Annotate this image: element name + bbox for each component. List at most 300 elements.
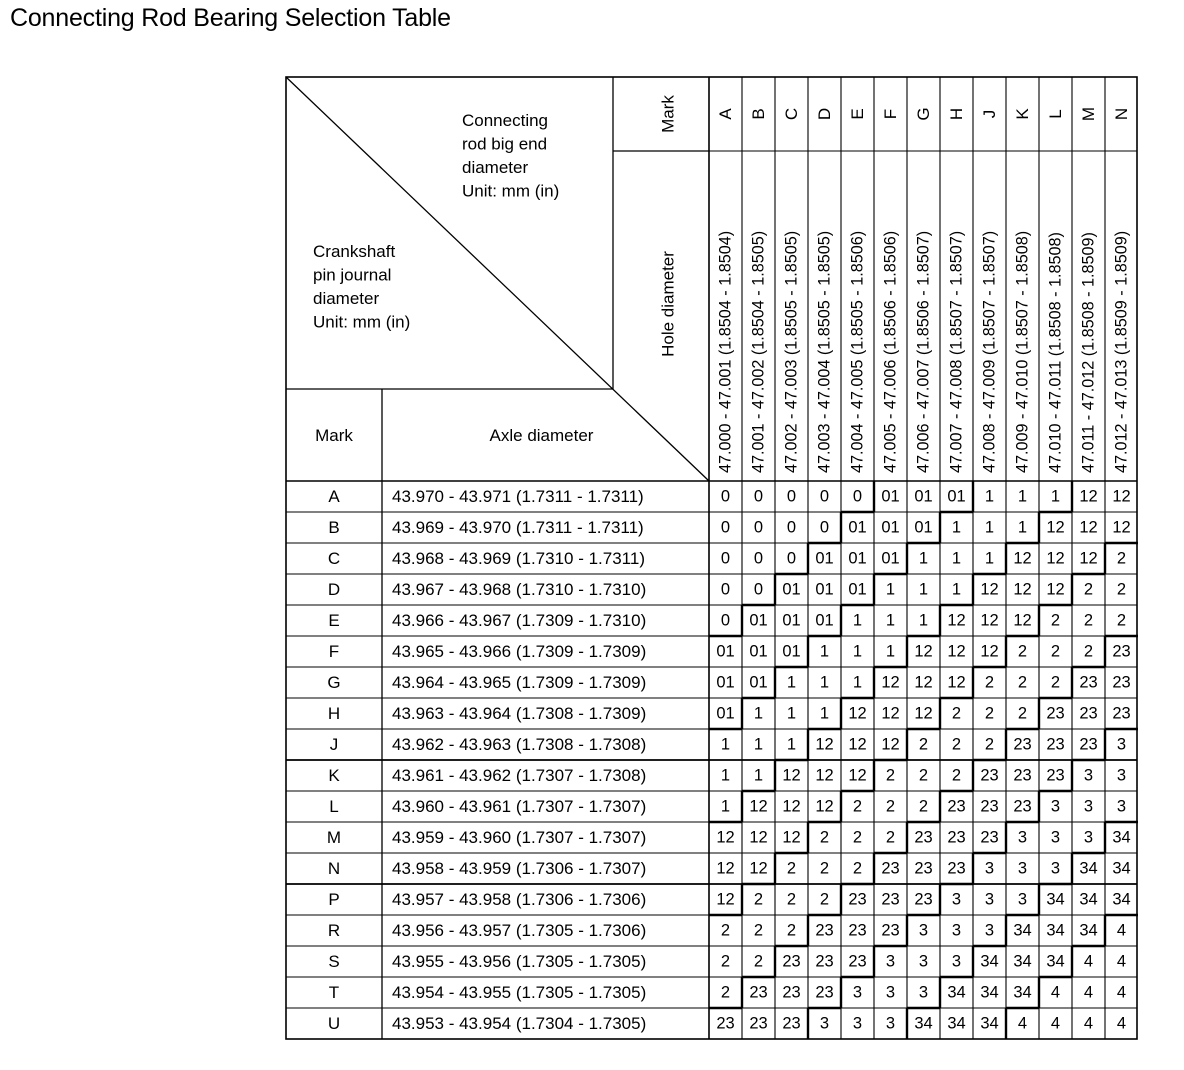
bearing-grade-cell: 23 xyxy=(947,859,966,878)
row-axle-diameter: 43.959 - 43.960 (1.7307 - 1.7307) xyxy=(392,828,647,847)
column-range: 47.007 - 47.008 (1.8507 - 1.8507) xyxy=(947,230,966,473)
bearing-grade-cell: 3 xyxy=(984,921,995,940)
bearing-grade-cell: 2 xyxy=(951,766,962,785)
bearing-grade-cell: 1 xyxy=(753,704,764,723)
column-mark: K xyxy=(1013,108,1032,120)
bearing-grade-cell: 23 xyxy=(1013,735,1032,754)
row-axle-diameter: 43.968 - 43.969 (1.7310 - 1.7311) xyxy=(392,549,645,568)
bearing-grade-cell: 0 xyxy=(753,549,764,568)
bearing-grade-cell: 3 xyxy=(1017,890,1028,909)
bearing-grade-cell: 12 xyxy=(980,642,999,661)
bearing-grade-cell: 3 xyxy=(1050,828,1061,847)
bearing-grade-cell: 01 xyxy=(716,673,735,692)
bearing-grade-cell: 0 xyxy=(819,518,830,537)
bearing-grade-cell: 2 xyxy=(984,704,995,723)
bearing-grade-cell: 1 xyxy=(720,735,731,754)
row-axle-diameter: 43.966 - 43.967 (1.7309 - 1.7310) xyxy=(392,611,647,630)
bearing-grade-cell: 0 xyxy=(852,487,863,506)
bearing-grade-cell: 2 xyxy=(852,797,863,816)
bearing-grade-cell: 1 xyxy=(1017,518,1028,537)
bearing-grade-cell: 2 xyxy=(1116,611,1127,630)
bearing-grade-cell: 12 xyxy=(1046,549,1065,568)
bearing-grade-cell: 23 xyxy=(914,828,933,847)
bearing-grade-cell: 01 xyxy=(716,704,735,723)
row-mark: R xyxy=(327,921,341,940)
bearing-grade-cell: 34 xyxy=(980,952,999,971)
crank-diameter-label: Unit: mm (in) xyxy=(313,312,411,332)
bearing-grade-cell: 3 xyxy=(951,952,962,971)
bearing-grade-cell: 01 xyxy=(782,611,801,630)
row-mark: N xyxy=(327,859,341,878)
column-mark: C xyxy=(782,107,801,121)
bearing-grade-cell: 34 xyxy=(947,983,966,1002)
bearing-grade-cell: 3 xyxy=(951,890,962,909)
bearing-grade-cell: 2 xyxy=(984,673,995,692)
bearing-grade-cell: 1 xyxy=(1050,487,1061,506)
bearing-grade-cell: 12 xyxy=(1079,518,1098,537)
bearing-grade-cell: 34 xyxy=(980,1014,999,1033)
row-mark: U xyxy=(327,1014,341,1033)
row-mark: H xyxy=(327,704,341,723)
bearing-grade-cell: 23 xyxy=(1079,673,1098,692)
bearing-grade-cell: 01 xyxy=(848,549,867,568)
bearing-grade-cell: 12 xyxy=(947,611,966,630)
column-range: 47.006 - 47.007 (1.8506 - 1.8507) xyxy=(914,230,933,473)
rod-diameter-label: Connecting xyxy=(462,111,549,130)
rod-diameter-label: diameter xyxy=(462,158,529,177)
bearing-grade-cell: 3 xyxy=(1116,797,1127,816)
bearing-grade-cell: 3 xyxy=(1050,859,1061,878)
bearing-grade-cell: 1 xyxy=(885,611,896,630)
row-axle-diameter: 43.958 - 43.959 (1.7306 - 1.7307) xyxy=(392,859,647,878)
bearing-grade-cell: 23 xyxy=(1112,673,1131,692)
bearing-grade-cell: 01 xyxy=(749,642,768,661)
bearing-grade-cell: 01 xyxy=(914,487,933,506)
bearing-grade-cell: 3 xyxy=(1017,859,1028,878)
bearing-grade-cell: 2 xyxy=(885,828,896,847)
bearing-grade-cell: 3 xyxy=(1116,735,1127,754)
bearing-grade-cell: 2 xyxy=(1116,549,1127,568)
bearing-grade-cell: 01 xyxy=(716,642,735,661)
bearing-grade-cell: 01 xyxy=(947,487,966,506)
bearing-grade-cell: 34 xyxy=(980,983,999,1002)
bearing-grade-cell: 1 xyxy=(918,611,929,630)
bearing-grade-cell: 1 xyxy=(720,766,731,785)
bearing-grade-cell: 2 xyxy=(852,828,863,847)
bearing-grade-cell: 23 xyxy=(914,859,933,878)
crank-diameter-label: pin journal xyxy=(313,265,392,285)
bearing-grade-cell: 3 xyxy=(984,890,995,909)
crank-diameter-label: diameter xyxy=(313,289,380,308)
bearing-grade-cell: 3 xyxy=(1083,797,1094,816)
bearing-grade-cell: 4 xyxy=(1116,952,1127,971)
bearing-grade-cell: 2 xyxy=(1083,580,1094,599)
bearing-grade-cell: 2 xyxy=(720,921,731,940)
bearing-grade-cell: 34 xyxy=(1013,983,1032,1002)
bearing-grade-cell: 12 xyxy=(914,673,933,692)
bearing-grade-cell: 12 xyxy=(947,642,966,661)
row-mark: T xyxy=(328,983,340,1002)
bearing-grade-cell: 1 xyxy=(1017,487,1028,506)
column-mark: M xyxy=(1079,106,1098,122)
bearing-grade-cell: 12 xyxy=(881,735,900,754)
bearing-grade-cell: 3 xyxy=(1017,828,1028,847)
bearing-grade-cell: 12 xyxy=(716,890,735,909)
bearing-grade-cell: 23 xyxy=(1046,735,1065,754)
bearing-grade-cell: 1 xyxy=(918,549,929,568)
bearing-grade-cell: 34 xyxy=(1112,828,1131,847)
bearing-grade-cell: 12 xyxy=(749,859,768,878)
bearing-grade-cell: 4 xyxy=(1083,983,1094,1002)
bearing-grade-cell: 23 xyxy=(1079,704,1098,723)
row-axle-diameter: 43.960 - 43.961 (1.7307 - 1.7307) xyxy=(392,797,647,816)
bearing-grade-cell: 2 xyxy=(1017,642,1028,661)
bearing-grade-cell: 3 xyxy=(819,1014,830,1033)
axle-diameter-header: Axle diameter xyxy=(489,426,594,445)
bearing-grade-cell: 1 xyxy=(753,766,764,785)
bearing-grade-cell: 23 xyxy=(749,983,768,1002)
bearing-grade-cell: 3 xyxy=(885,983,896,1002)
bearing-grade-cell: 01 xyxy=(914,518,933,537)
bearing-grade-cell: 23 xyxy=(1013,797,1032,816)
column-mark: D xyxy=(815,107,834,121)
bearing-grade-cell: 0 xyxy=(720,549,731,568)
bearing-grade-cell: 2 xyxy=(1083,642,1094,661)
bearing-grade-cell: 1 xyxy=(852,642,863,661)
bearing-grade-cell: 01 xyxy=(848,580,867,599)
bearing-grade-cell: 12 xyxy=(1112,487,1131,506)
bearing-grade-cell: 23 xyxy=(881,859,900,878)
bearing-grade-cell: 34 xyxy=(1112,890,1131,909)
bearing-grade-cell: 34 xyxy=(1112,859,1131,878)
bearing-grade-cell: 0 xyxy=(720,487,731,506)
bearing-grade-cell: 2 xyxy=(1050,611,1061,630)
column-range: 47.011 - 47.012 (1.8508 - 1.8509) xyxy=(1079,232,1098,473)
bearing-grade-cell: 2 xyxy=(720,983,731,1002)
rod-diameter-label: Unit: mm (in) xyxy=(462,181,560,201)
row-axle-diameter: 43.962 - 43.963 (1.7308 - 1.7308) xyxy=(392,735,647,754)
bearing-grade-cell: 2 xyxy=(984,735,995,754)
column-mark: E xyxy=(848,108,867,120)
bearing-grade-cell: 3 xyxy=(951,921,962,940)
bearing-grade-cell: 01 xyxy=(848,518,867,537)
bearing-grade-cell: 12 xyxy=(914,642,933,661)
bearing-grade-cell: 12 xyxy=(782,828,801,847)
bearing-grade-cell: 3 xyxy=(918,983,929,1002)
bearing-grade-cell: 01 xyxy=(815,611,834,630)
bearing-grade-cell: 1 xyxy=(786,704,797,723)
column-mark: N xyxy=(1112,107,1131,121)
column-mark: A xyxy=(716,108,735,120)
row-mark: E xyxy=(328,611,340,630)
bearing-grade-cell: 34 xyxy=(1046,890,1065,909)
bearing-grade-cell: 01 xyxy=(749,611,768,630)
column-mark: G xyxy=(914,107,933,121)
bearing-grade-cell: 34 xyxy=(1013,921,1032,940)
bearing-grade-cell: 12 xyxy=(1013,580,1032,599)
bearing-grade-cell: 34 xyxy=(1046,952,1065,971)
column-range: 47.001 - 47.002 (1.8504 - 1.8505) xyxy=(749,230,768,473)
bearing-grade-cell: 23 xyxy=(947,828,966,847)
bearing-grade-cell: 2 xyxy=(1050,673,1061,692)
crank-diameter-label: Crankshaft xyxy=(313,242,396,261)
bearing-grade-cell: 2 xyxy=(753,890,764,909)
bearing-grade-cell: 12 xyxy=(848,766,867,785)
bearing-grade-cell: 4 xyxy=(1116,983,1127,1002)
bearing-grade-cell: 01 xyxy=(749,673,768,692)
bearing-grade-cell: 23 xyxy=(980,766,999,785)
mark-header-left: Mark xyxy=(315,426,353,445)
row-axle-diameter: 43.969 - 43.970 (1.7311 - 1.7311) xyxy=(392,518,644,537)
bearing-grade-cell: 4 xyxy=(1116,1014,1127,1033)
bearing-grade-cell: 23 xyxy=(782,983,801,1002)
bearing-grade-cell: 1 xyxy=(720,797,731,816)
row-axle-diameter: 43.967 - 43.968 (1.7310 - 1.7310) xyxy=(392,580,647,599)
bearing-grade-cell: 12 xyxy=(1112,518,1131,537)
bearing-grade-cell: 34 xyxy=(1079,921,1098,940)
row-axle-diameter: 43.964 - 43.965 (1.7309 - 1.7309) xyxy=(392,673,647,692)
bearing-grade-cell: 1 xyxy=(918,580,929,599)
bearing-grade-cell: 1 xyxy=(984,487,995,506)
bearing-grade-cell: 12 xyxy=(716,859,735,878)
bearing-grade-cell: 12 xyxy=(1046,580,1065,599)
column-range: 47.012 - 47.013 (1.8509 - 1.8509) xyxy=(1112,230,1131,473)
bearing-grade-cell: 2 xyxy=(819,859,830,878)
bearing-grade-cell: 12 xyxy=(1013,549,1032,568)
bearing-grade-cell: 3 xyxy=(1083,828,1094,847)
bearing-grade-cell: 4 xyxy=(1050,983,1061,1002)
row-axle-diameter: 43.963 - 43.964 (1.7308 - 1.7309) xyxy=(392,704,647,723)
bearing-grade-cell: 1 xyxy=(786,673,797,692)
bearing-grade-cell: 0 xyxy=(720,611,731,630)
row-axle-diameter: 43.953 - 43.954 (1.7304 - 1.7305) xyxy=(392,1014,647,1033)
bearing-grade-cell: 01 xyxy=(815,549,834,568)
bearing-grade-cell: 2 xyxy=(819,890,830,909)
bearing-grade-cell: 3 xyxy=(852,983,863,1002)
bearing-grade-cell: 12 xyxy=(815,797,834,816)
bearing-grade-cell: 4 xyxy=(1083,952,1094,971)
bearing-grade-cell: 34 xyxy=(914,1014,933,1033)
bearing-grade-cell: 3 xyxy=(885,952,896,971)
bearing-grade-cell: 0 xyxy=(720,580,731,599)
bearing-grade-cell: 2 xyxy=(819,828,830,847)
bearing-grade-cell: 12 xyxy=(716,828,735,847)
bearing-grade-cell: 34 xyxy=(1013,952,1032,971)
bearing-grade-cell: 12 xyxy=(848,735,867,754)
row-mark: J xyxy=(329,735,339,754)
bearing-grade-cell: 3 xyxy=(852,1014,863,1033)
bearing-grade-cell: 34 xyxy=(1046,921,1065,940)
bearing-grade-cell: 2 xyxy=(1017,673,1028,692)
bearing-grade-cell: 2 xyxy=(786,890,797,909)
bearing-grade-cell: 12 xyxy=(1079,487,1098,506)
bearing-grade-cell: 1 xyxy=(819,704,830,723)
bearing-grade-cell: 23 xyxy=(1046,766,1065,785)
column-range: 47.010 - 47.011 (1.8508 - 1.8508) xyxy=(1046,232,1065,473)
bearing-grade-cell: 12 xyxy=(815,735,834,754)
bearing-grade-cell: 23 xyxy=(947,797,966,816)
bearing-grade-cell: 23 xyxy=(1046,704,1065,723)
bearing-grade-cell: 01 xyxy=(815,580,834,599)
row-mark: F xyxy=(328,642,340,661)
bearing-grade-cell: 0 xyxy=(786,549,797,568)
bearing-grade-cell: 34 xyxy=(947,1014,966,1033)
bearing-grade-cell: 23 xyxy=(848,952,867,971)
bearing-grade-cell: 1 xyxy=(885,580,896,599)
rod-diameter-label: rod big end xyxy=(462,134,548,154)
bearing-grade-cell: 4 xyxy=(1083,1014,1094,1033)
column-range: 47.002 - 47.003 (1.8505 - 1.8505) xyxy=(782,230,801,473)
bearing-grade-cell: 34 xyxy=(1079,890,1098,909)
bearing-grade-cell: 3 xyxy=(885,1014,896,1033)
bearing-grade-cell: 23 xyxy=(749,1014,768,1033)
bearing-grade-cell: 23 xyxy=(815,952,834,971)
row-axle-diameter: 43.955 - 43.956 (1.7305 - 1.7305) xyxy=(392,952,647,971)
bearing-grade-cell: 3 xyxy=(1083,766,1094,785)
row-axle-diameter: 43.970 - 43.971 (1.7311 - 1.7311) xyxy=(392,487,644,506)
bearing-grade-cell: 23 xyxy=(980,828,999,847)
bearing-grade-cell: 12 xyxy=(782,766,801,785)
bearing-grade-cell: 23 xyxy=(782,952,801,971)
bearing-grade-cell: 1 xyxy=(951,580,962,599)
bearing-grade-cell: 23 xyxy=(815,983,834,1002)
bearing-grade-cell: 12 xyxy=(815,766,834,785)
column-mark: B xyxy=(749,108,768,120)
bearing-grade-cell: 3 xyxy=(918,952,929,971)
bearing-grade-cell: 12 xyxy=(782,797,801,816)
row-mark: K xyxy=(328,766,340,785)
bearing-grade-cell: 2 xyxy=(885,797,896,816)
bearing-grade-cell: 1 xyxy=(984,518,995,537)
bearing-grade-cell: 4 xyxy=(1050,1014,1061,1033)
bearing-grade-cell: 1 xyxy=(819,673,830,692)
column-mark: L xyxy=(1046,109,1065,119)
bearing-grade-cell: 12 xyxy=(881,704,900,723)
row-mark: D xyxy=(327,580,341,599)
bearing-grade-cell: 12 xyxy=(914,704,933,723)
bearing-grade-cell: 2 xyxy=(852,859,863,878)
row-mark: B xyxy=(328,518,340,537)
bearing-grade-cell: 0 xyxy=(753,518,764,537)
bearing-grade-cell: 23 xyxy=(848,921,867,940)
bearing-grade-cell: 0 xyxy=(786,487,797,506)
bearing-grade-cell: 2 xyxy=(720,952,731,971)
row-mark: S xyxy=(328,952,340,971)
row-axle-diameter: 43.965 - 43.966 (1.7309 - 1.7309) xyxy=(392,642,647,661)
bearing-grade-cell: 3 xyxy=(918,921,929,940)
bearing-grade-cell: 2 xyxy=(1116,580,1127,599)
column-mark: H xyxy=(947,107,966,121)
bearing-grade-cell: 1 xyxy=(984,549,995,568)
bearing-grade-cell: 0 xyxy=(720,518,731,537)
bearing-grade-cell: 12 xyxy=(1046,518,1065,537)
bearing-grade-cell: 34 xyxy=(1079,859,1098,878)
bearing-grade-cell: 2 xyxy=(753,921,764,940)
bearing-grade-cell: 23 xyxy=(881,921,900,940)
bearing-grade-cell: 12 xyxy=(947,673,966,692)
bearing-grade-cell: 23 xyxy=(782,1014,801,1033)
hole-diameter-header: Hole diameter xyxy=(658,251,678,357)
column-range: 47.000 - 47.001 (1.8504 - 1.8504) xyxy=(716,230,735,473)
bearing-grade-cell: 1 xyxy=(852,673,863,692)
bearing-grade-cell: 2 xyxy=(951,735,962,754)
bearing-grade-cell: 2 xyxy=(753,952,764,971)
bearing-grade-cell: 1 xyxy=(951,518,962,537)
row-axle-diameter: 43.956 - 43.957 (1.7305 - 1.7306) xyxy=(392,921,647,940)
bearing-grade-cell: 01 xyxy=(782,580,801,599)
bearing-grade-cell: 23 xyxy=(881,890,900,909)
bearing-grade-cell: 0 xyxy=(819,487,830,506)
bearing-grade-cell: 12 xyxy=(1079,549,1098,568)
bearing-grade-cell: 2 xyxy=(918,735,929,754)
bearing-grade-cell: 01 xyxy=(881,487,900,506)
row-mark: C xyxy=(327,549,341,568)
column-range: 47.005 - 47.006 (1.8506 - 1.8506) xyxy=(881,230,900,473)
bearing-grade-cell: 12 xyxy=(749,828,768,847)
row-mark: M xyxy=(326,828,342,847)
bearing-grade-cell: 3 xyxy=(1050,797,1061,816)
bearing-grade-cell: 2 xyxy=(1017,704,1028,723)
page-title: Connecting Rod Bearing Selection Table xyxy=(10,4,451,32)
bearing-grade-cell: 2 xyxy=(1083,611,1094,630)
bearing-grade-cell: 23 xyxy=(815,921,834,940)
bearing-grade-cell: 01 xyxy=(881,549,900,568)
bearing-grade-cell: 2 xyxy=(918,797,929,816)
row-mark: L xyxy=(329,797,339,816)
bearing-grade-cell: 12 xyxy=(980,580,999,599)
bearing-grade-cell: 12 xyxy=(1013,611,1032,630)
bearing-grade-cell: 4 xyxy=(1116,921,1127,940)
bearing-grade-cell: 23 xyxy=(848,890,867,909)
bearing-grade-cell: 2 xyxy=(885,766,896,785)
bearing-grade-cell: 1 xyxy=(753,735,764,754)
column-range: 47.009 - 47.010 (1.8507 - 1.8508) xyxy=(1013,230,1032,473)
bearing-grade-cell: 23 xyxy=(1013,766,1032,785)
bearing-grade-cell: 2 xyxy=(1050,642,1061,661)
bearing-grade-cell: 2 xyxy=(951,704,962,723)
bearing-grade-cell: 1 xyxy=(951,549,962,568)
bearing-grade-cell: 23 xyxy=(1112,642,1131,661)
bearing-grade-cell: 12 xyxy=(749,797,768,816)
bearing-grade-cell: 1 xyxy=(885,642,896,661)
column-range: 47.008 - 47.009 (1.8507 - 1.8507) xyxy=(980,230,999,473)
bearing-grade-cell: 0 xyxy=(786,518,797,537)
bearing-grade-cell: 23 xyxy=(1079,735,1098,754)
row-axle-diameter: 43.954 - 43.955 (1.7305 - 1.7305) xyxy=(392,983,647,1002)
row-mark: G xyxy=(327,673,341,692)
bearing-grade-cell: 01 xyxy=(782,642,801,661)
bearing-grade-cell: 01 xyxy=(881,518,900,537)
bearing-grade-cell: 0 xyxy=(753,580,764,599)
bearing-grade-cell: 2 xyxy=(918,766,929,785)
bearing-grade-cell: 23 xyxy=(1112,704,1131,723)
bearing-grade-cell: 1 xyxy=(852,611,863,630)
bearing-grade-cell: 12 xyxy=(848,704,867,723)
column-range: 47.004 - 47.005 (1.8505 - 1.8506) xyxy=(848,230,867,473)
bearing-grade-cell: 12 xyxy=(881,673,900,692)
row-axle-diameter: 43.957 - 43.958 (1.7306 - 1.7306) xyxy=(392,890,647,909)
bearing-grade-cell: 23 xyxy=(914,890,933,909)
bearing-grade-cell: 1 xyxy=(819,642,830,661)
row-mark: A xyxy=(328,487,340,506)
bearing-grade-cell: 23 xyxy=(716,1014,735,1033)
bearing-grade-cell: 12 xyxy=(980,611,999,630)
column-mark: F xyxy=(881,108,900,120)
bearing-grade-cell: 1 xyxy=(786,735,797,754)
bearing-grade-cell: 3 xyxy=(984,859,995,878)
bearing-grade-cell: 3 xyxy=(1116,766,1127,785)
row-axle-diameter: 43.961 - 43.962 (1.7307 - 1.7308) xyxy=(392,766,647,785)
